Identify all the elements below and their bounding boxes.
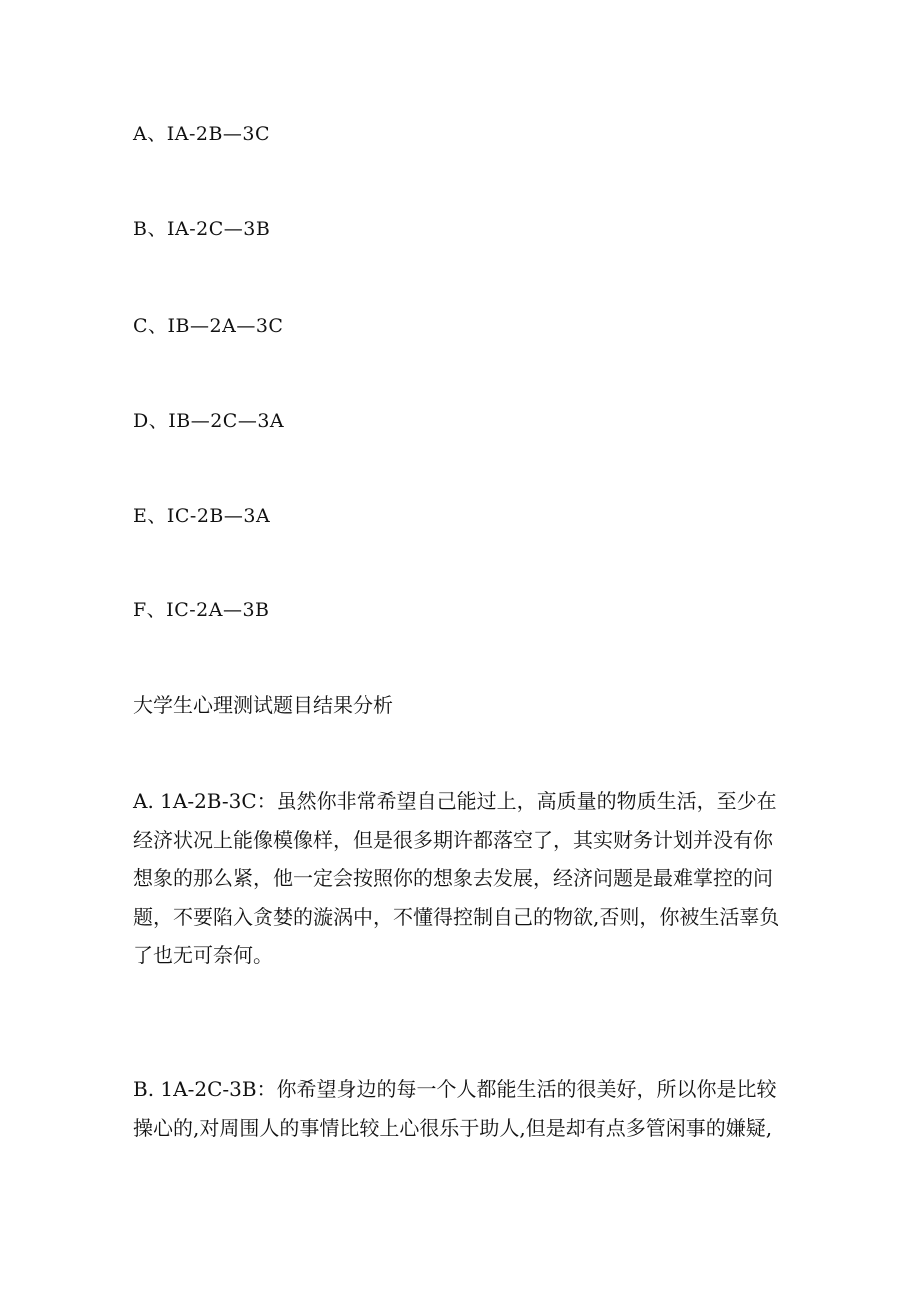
paragraph-line: 想象的那么紧，他一定会按照你的想象去发展，经济问题是最难掌控的问	[133, 866, 773, 891]
paragraph-line: 了也无可奈何。	[133, 943, 273, 968]
option-a: A、IA-2B—3C	[133, 123, 271, 145]
paragraph-line: 操心的,对周围人的事情比较上心很乐于助人,但是却有点多管闲事的嫌疑,	[133, 1115, 773, 1140]
option-f: F、IC-2A—3B	[133, 599, 270, 621]
paragraph-line: B. 1A-2C-3B：你希望身边的每一个人都能生活的很美好，所以你是比较	[133, 1077, 777, 1101]
paragraph-line: 经济状况上能像模像样，但是很多期许都落空了，其实财务计划并没有你	[133, 827, 773, 852]
option-b: B、IA-2C—3B	[133, 218, 271, 240]
paragraph-line: 题，不要陷入贪婪的漩涡中，不懂得控制自己的物欲,否则，你被生活辜负	[133, 904, 780, 929]
analysis-paragraph-a	[133, 782, 801, 975]
option-d: D、IB—2C—3A	[133, 410, 285, 432]
section-title: 大学生心理测试题目结果分析	[133, 693, 393, 717]
analysis-paragraph-b	[133, 1070, 801, 1147]
option-c: C、IB—2A—3C	[133, 315, 284, 337]
option-e: E、IC-2B—3A	[133, 505, 271, 527]
paragraph-line: A. 1A-2B-3C：虽然你非常希望自己能过上，高质量的物质生活，至少在	[133, 789, 777, 813]
